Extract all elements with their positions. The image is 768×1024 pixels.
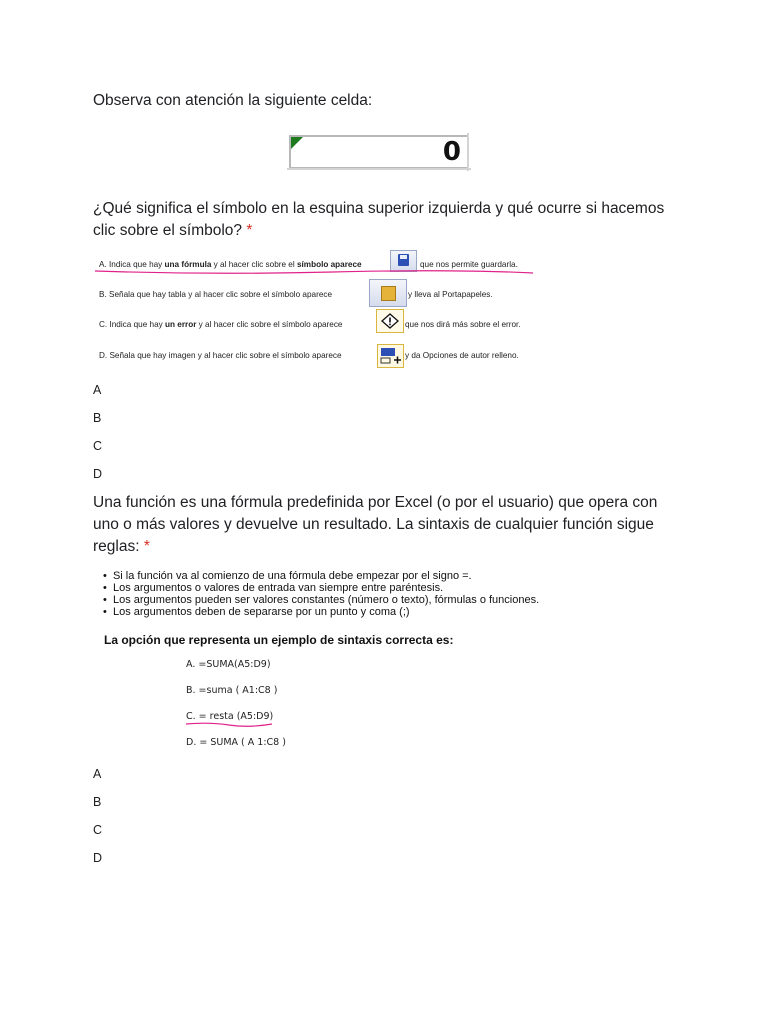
annotation-underline-c bbox=[184, 720, 276, 730]
image-option-d-post: y da Opciones de autor relleno. bbox=[405, 351, 519, 360]
question-1-text bbox=[93, 198, 664, 242]
image-option-a-pre: A. Indica que hay bbox=[99, 260, 165, 269]
q1-choice-c[interactable]: C bbox=[93, 439, 103, 453]
rule-item: • Los argumentos o valores de entrada van siempre entre paréntesis. bbox=[103, 582, 444, 594]
annotation-underline-a bbox=[93, 267, 538, 277]
syntax-option-b: B. =suma ( A1:C8 ) bbox=[186, 685, 278, 696]
rules-list bbox=[103, 570, 539, 618]
cell-value: 0 bbox=[442, 137, 461, 167]
autofill-options-icon bbox=[377, 344, 404, 368]
rule-item-1-text: Si la función va al comienzo de una fórmula debe empezar por el signo =. bbox=[112, 570, 472, 582]
q2-choice-d[interactable]: D bbox=[93, 851, 103, 865]
syntax-option-c: C. = resta (A5:D9) bbox=[186, 711, 274, 722]
q1-choice-d[interactable]: D bbox=[93, 467, 103, 481]
question-2-rules-image bbox=[100, 566, 560, 756]
intro-text: Observa con atención la siguiente celda: bbox=[93, 92, 373, 109]
q2-choice-c[interactable]: C bbox=[93, 823, 103, 837]
image-option-c-mid: y al hacer clic sobre el símbolo aparece bbox=[196, 320, 343, 329]
image-option-a-bold-1: una fórmula bbox=[164, 260, 212, 269]
error-indicator-icon bbox=[291, 137, 303, 149]
rule-item-2-text: Los argumentos o valores de entrada van siempre entre paréntesis. bbox=[112, 582, 444, 594]
required-marker: * bbox=[246, 222, 253, 239]
question-1-options-image bbox=[93, 250, 543, 370]
image-option-b-post: y lleva al Portapapeles. bbox=[408, 290, 493, 299]
image-option-c bbox=[99, 320, 343, 329]
image-option-c-pre: C. Indica que hay bbox=[99, 320, 165, 329]
question-2-line-2: uno o más valores y devuelve un resultado. La sintaxis de cualquier función sigue bbox=[93, 516, 654, 533]
q2-choice-b[interactable]: B bbox=[93, 795, 102, 809]
q2-choice-a[interactable]: A bbox=[93, 767, 102, 781]
q1-choice-a[interactable]: A bbox=[93, 383, 102, 397]
rule-item: • Los argumentos pueden ser valores constantes (número o texto), fórmulas o funciones. bbox=[103, 594, 540, 606]
question-1-line-2: clic sobre el símbolo? bbox=[93, 222, 243, 239]
excel-cell-image bbox=[287, 133, 471, 171]
question-2-line-3: reglas: bbox=[93, 538, 140, 555]
paste-options-icon bbox=[369, 279, 407, 307]
image-option-d: D. Señala que hay imagen y al hacer clic sobre el símbolo aparece bbox=[99, 351, 342, 360]
required-marker: * bbox=[143, 538, 150, 555]
image-option-c-bold: un error bbox=[165, 320, 197, 329]
question-2-line-1: Una función es una fórmula predefinida por Excel (o por el usuario) que opera con bbox=[93, 494, 658, 511]
rule-item-3-text: Los argumentos pueden ser valores constantes (número o texto), fórmulas o funciones. bbox=[112, 594, 540, 606]
image-option-c-post: que nos dirá más sobre el error. bbox=[405, 320, 521, 329]
q1-choice-b[interactable]: B bbox=[93, 411, 102, 425]
rule-item: • Los argumentos deben de separarse por un punto y coma (;) bbox=[103, 606, 410, 618]
syntax-option-d: D. = SUMA ( A 1:C8 ) bbox=[186, 737, 286, 748]
rule-item-4-text: Los argumentos deben de separarse por un punto y coma (;) bbox=[112, 606, 410, 618]
question-2-text bbox=[93, 492, 657, 558]
image-option-b: B. Señala que hay tabla y al hacer clic sobre el símbolo aparece bbox=[99, 290, 333, 299]
question-1-line-1: ¿Qué significa el símbolo en la esquina superior izquierda y qué ocurre si hacemos bbox=[93, 200, 665, 217]
error-check-icon bbox=[376, 309, 404, 333]
image-option-a-post: que nos permite guardarla. bbox=[420, 260, 518, 269]
rule-item: • Si la función va al comienzo de una fórmula debe empezar por el signo =. bbox=[103, 570, 472, 582]
image-option-a-mid: y al hacer clic sobre el bbox=[211, 260, 297, 269]
syntax-option-a: A. =SUMA(A5:D9) bbox=[186, 659, 271, 670]
syntax-prompt: La opción que representa un ejemplo de sintaxis correcta es: bbox=[104, 633, 454, 647]
image-option-a-bold-2: símbolo aparece bbox=[296, 260, 362, 269]
